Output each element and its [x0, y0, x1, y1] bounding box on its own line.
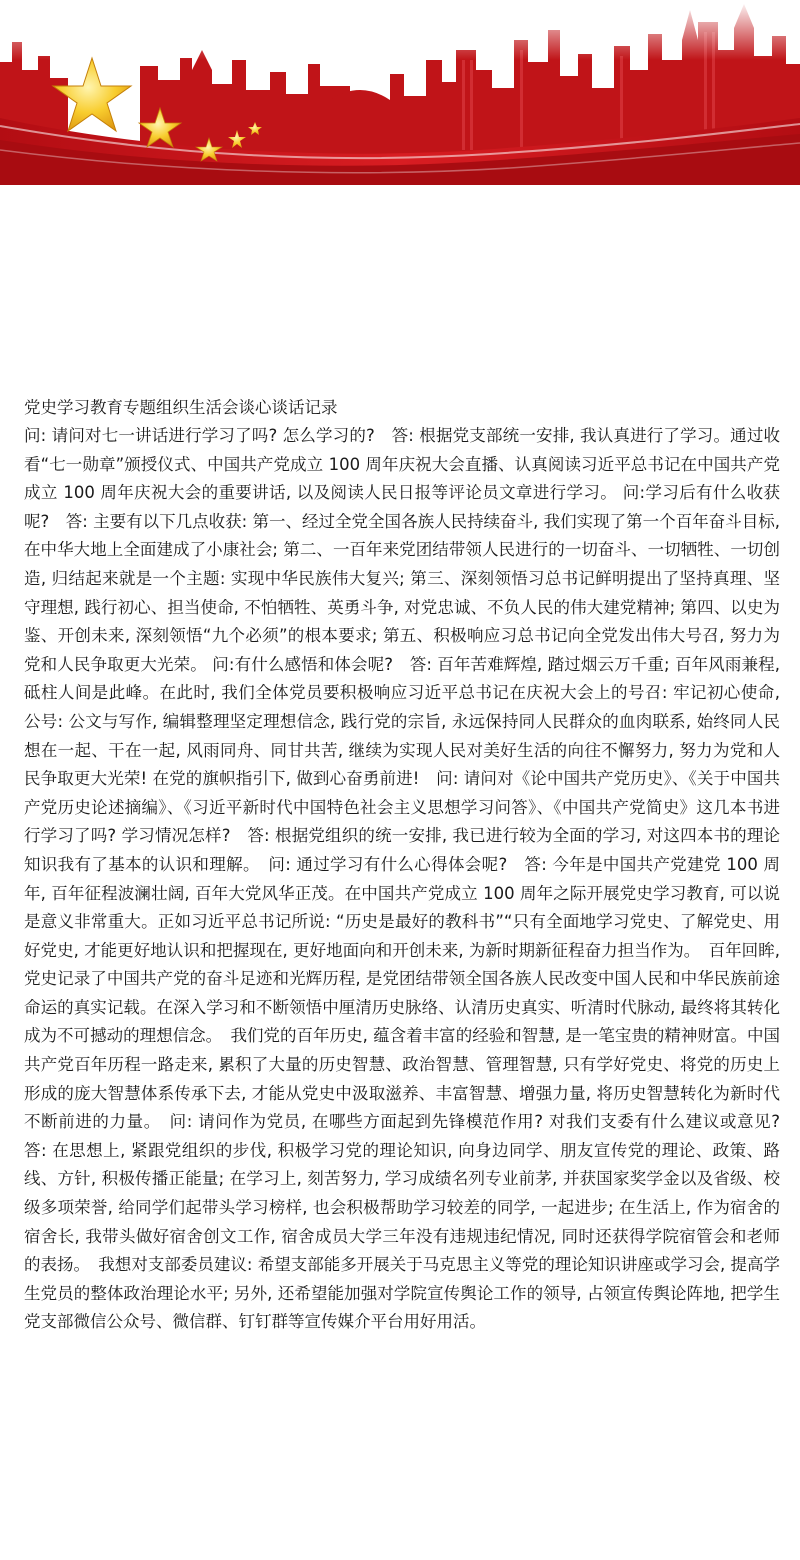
document-title: 党史学习教育专题组织生活会谈心谈话记录 [24, 398, 338, 417]
document-body: 问: 请问对七一讲话进行学习了吗? 怎么学习的? 答: 根据党支部统一安排, 我认真进行了学习。通过收看“七一勋章”颁授仪式、中国共产党成立 100 周年庆祝大会直播、认真阅读习近平总书记在中国共产党成立 100 周年庆祝大会的重要讲话, 以及阅读人民日报等评论员文章进行学习。 问:学习后有什么收获呢? 答: 主要有以下几点收获: 第一、经过全党全国各族人民持续奋斗, 我们实现了第一个百年奋斗目标, 在中华大地上全面建成了小康社会; 第二、一百年来党团结带领人民进行的一切奋斗、一切牺牲、一切创造, 归结起来就是一个主题: 实现中华民族伟大复兴; 第三、深刻领悟习总书记鲜明提出了坚持真理、坚守理想, 践行初心、担当使命, 不怕牺牲、英勇斗争, 对党忠诚、不负人民的伟大建党精神; 第四、以史为鉴、开创未来, 深刻领悟“九个必须”的根本要求; 第五、积极响应习总书记向全党发出伟大号召, 努力为党和人民争取更大光荣。 问:有什么感悟和体会呢? 答: 百年苦难辉煌, 踏过烟云万千重; 百年风雨兼程, 砥柱人间是此峰。在此时, 我们全体党员要积极响应习近平总书记在庆祝大会上的号召: 牢记初心使命, 公号: 公文与写作, 编辑整理坚定理想信念, 践行党的宗旨, 永远保持同人民群众的血肉联系, 始终同人民想在一起、干在一起, 风雨同舟、同甘共苦, 继续为实现人民对美好生活的向往不懈努力, 努力为党和人民争取更大光荣! 在党的旗帜指引下, 做到心奋勇前进! 问: 请问对《论中国共产党历史》、《关于中国共产党历史论述摘编》、《习近平新时代中国特色社会主义思想学习问答》、《中国共产党简史》这几本书进行学习了吗? 学习情况怎样? 答: 根据党组织的统一安排, 我已进行较为全面的学习, 对这四本书的理论知识我有了基本的认识和理解。 问: 通过学习有什么心得体会呢? 答: 今年是中国共产党建党 100 周年, 百年征程波澜壮阔, 百年大党风华正茂。在中国共产党成立 100 周年之际开展党史学习教育, 可以说是意义非常重大。正如习近平总书记所说: “历史是最好的教科书”“只有全面地学习党史、了解党史、用好党史, 才能更好地认识和把握现在, 更好地面向和开创未来, 为新时期新征程奋力担当作为。 百年回眸, 党史记录了中国共产党的奋斗足迹和光辉历程, 是党团结带领全国各族人民改变中国人民和中华民族前途命运的真实记载。在深入学习和不断领悟中厘清历史脉络、认清历史真实、听清时代脉动, 最终将其转化成为不可撼动的理想信念。 我们党的百年历史, 蕴含着丰富的经验和智慧, 是一笔宝贵的精神财富。中国共产党百年历程一路走来, 累积了大量的历史智慧、政治智慧、管理智慧, 只有学好党史、将党的历史上形成的庞大智慧体系传承下去, 才能从党史中汲取滋养、丰富智慧、增强力量, 将历史智慧转化为新时代不断前进的力量。 问: 请问作为党员, 在哪些方面起到先锋模范作用? 对我们支委有什么建议或意见? 答: 在思想上, 紧跟党组织的步伐, 积极学习党的理论知识, 向身边同学、朋友宣传党的理论、政策、路线、方针, 积极传播正能量; 在学习上, 刻苦努力, 学习成绩名列专业前茅, 并获国家奖学金以及省级、校级多项荣誉, 给同学们起带头学习榜样, 也会积极帮助学习较差的同学, 一起进步; 在生活上, 作为宿舍的宿舍长, 我带头做好宿舍创文工作, 宿舍成员大学三年没有违规违纪情况, 同时还获得学院宿管会和老师的表扬。 我想对支部委员建议: 希望支部能多开展关于马克思主义等党的理论知识讲座或学习会, 提高学生党员的整体政治理论水平; 另外, 还希望能加强对学院宣传舆论工作的领导, 占领宣传舆论阵地, 把学生党支部微信公众号、微信群、钉钉群等宣传媒介平台用好用活。 [24, 426, 797, 1332]
header-banner [0, 0, 800, 185]
document-content [24, 393, 797, 1337]
skyline-banner-graphic [0, 0, 800, 185]
